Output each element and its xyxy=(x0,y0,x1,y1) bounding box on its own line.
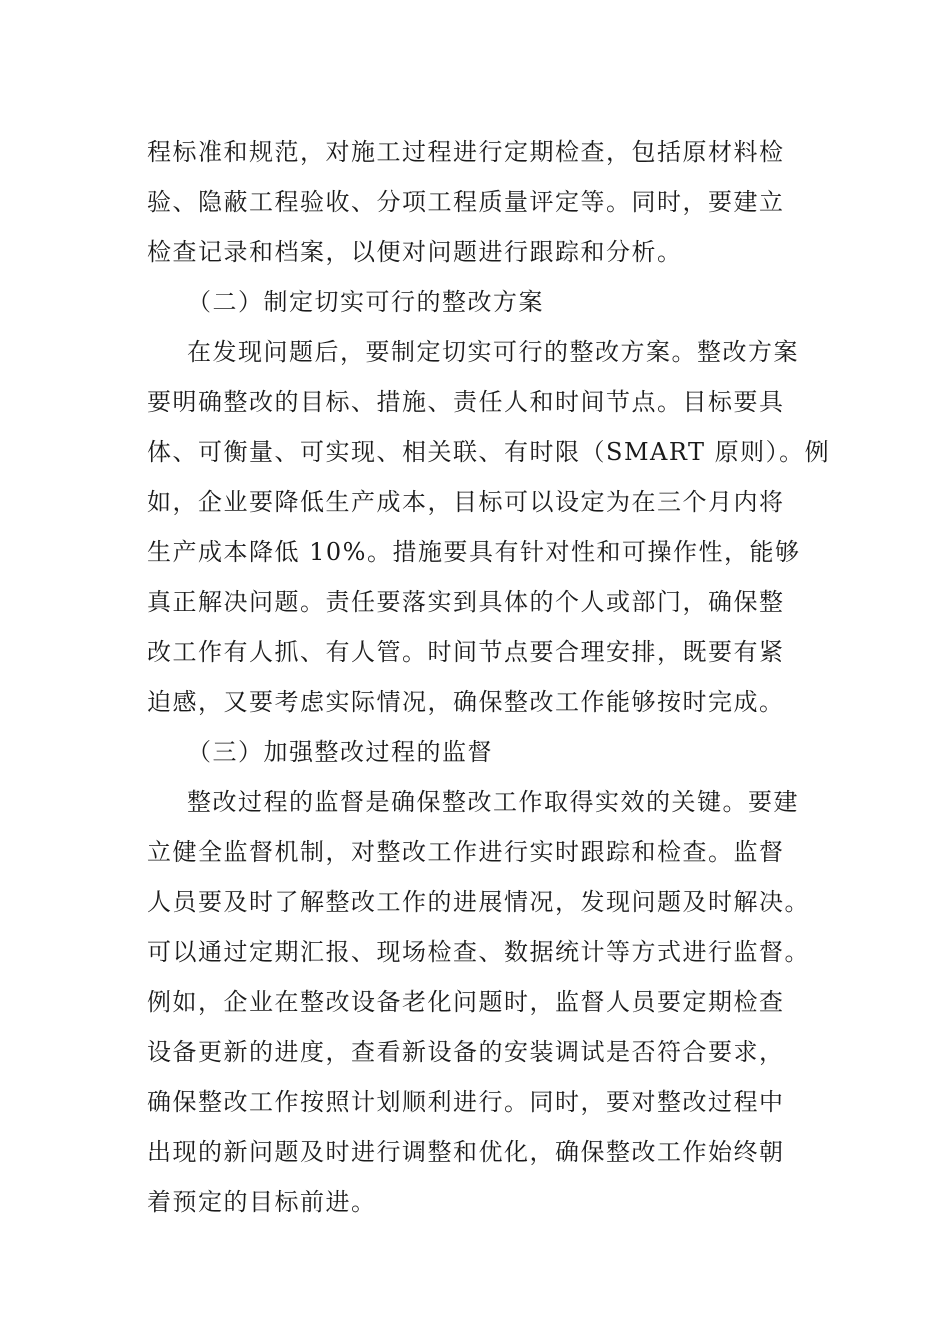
text-line-12: 迫感，又要考虑实际情况，确保整改工作能够按时完成。 xyxy=(147,688,785,716)
text-line-2: 验、隐蔽工程验收、分项工程质量评定等。同时，要建立 xyxy=(147,188,785,216)
text-line-11: 改工作有人抓、有人管。时间节点要合理安排，既要有紧 xyxy=(147,638,785,666)
text-line-21: 出现的新问题及时进行调整和优化，确保整改工作始终朝 xyxy=(147,1138,785,1166)
text-line-16: 人员要及时了解整改工作的进展情况，发现问题及时解决。 xyxy=(147,888,810,916)
text-line-18: 例如，企业在整改设备老化问题时，监督人员要定期检查 xyxy=(147,988,785,1016)
text-line-10: 真正解决问题。责任要落实到具体的个人或部门，确保整 xyxy=(147,588,785,616)
text-line-19: 设备更新的进度，查看新设备的安装调试是否符合要求， xyxy=(147,1038,785,1066)
text-line-15: 立健全监督机制，对整改工作进行实时跟踪和检查。监督 xyxy=(147,838,785,866)
text-line-3: 检查记录和档案，以便对问题进行跟踪和分析。 xyxy=(147,238,683,266)
paragraph-start-line: 在发现问题后，要制定切实可行的整改方案。整改方案 xyxy=(187,338,799,366)
section-heading-3: （三）加强整改过程的监督 xyxy=(187,738,493,766)
text-line-22: 着预定的目标前进。 xyxy=(147,1188,377,1216)
section-heading-2: （二）制定切实可行的整改方案 xyxy=(187,288,544,316)
text-line-7: 体、可衡量、可实现、相关联、有时限（SMART 原则）。例 xyxy=(147,438,831,466)
text-line-8: 如，企业要降低生产成本，目标可以设定为在三个月内将 xyxy=(147,488,785,516)
text-line-6: 要明确整改的目标、措施、责任人和时间节点。目标要具 xyxy=(147,388,785,416)
text-line-17: 可以通过定期汇报、现场检查、数据统计等方式进行监督。 xyxy=(147,938,810,966)
text-line-9: 生产成本降低 10%。措施要具有针对性和可操作性，能够 xyxy=(147,538,801,566)
text-line-20: 确保整改工作按照计划顺利进行。同时，要对整改过程中 xyxy=(147,1088,785,1116)
paragraph-start-line: 整改过程的监督是确保整改工作取得实效的关键。要建 xyxy=(187,788,799,816)
text-line-1: 程标准和规范，对施工过程进行定期检查，包括原材料检 xyxy=(147,138,785,166)
